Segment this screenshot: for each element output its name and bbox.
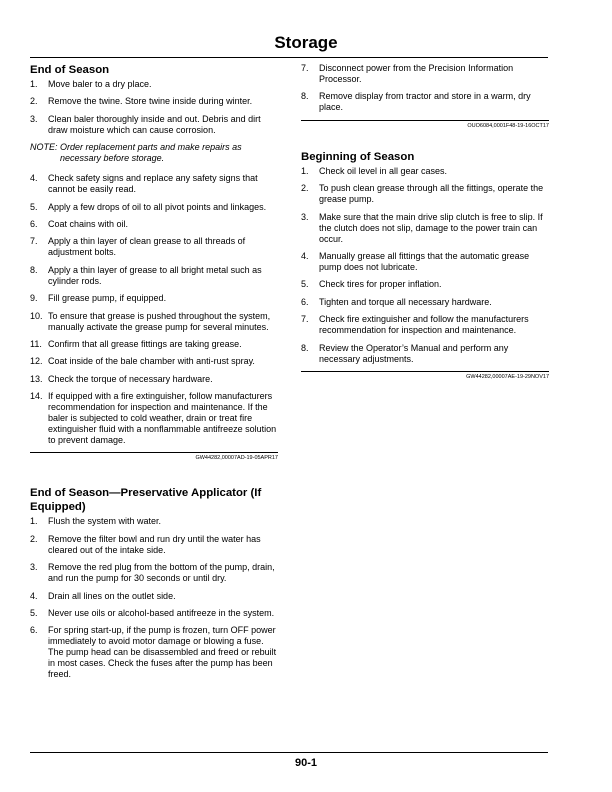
item-text: Apply a thin layer of clean grease to all threads of adjustment bolts. [48,236,246,258]
item-number: 1. [30,79,38,89]
list-item [301,343,549,365]
item-text: Remove the red plug from the bottom of the pump, drain, and run the pump for 30 seconds or until dry. [48,562,275,584]
item-text: To push clean grease through all the fittings, operate the grease pump. [319,183,544,205]
item-text: Check the torque of necessary hardware. [48,373,213,384]
item-text: Apply a thin layer of grease to all bright metal such as cylinder rods. [48,264,262,286]
item-number: 3. [30,113,38,124]
item-text: Check fire extinguisher and follow the manufacturers recommendation for inspection and maintenance. [319,314,529,336]
list-item [30,374,278,385]
item-text: To ensure that grease is pushed throughout the system, manually activate the grease pump for several minutes. [48,310,271,332]
end-of-season-list-b [30,173,278,446]
item-number: 2. [30,533,38,544]
item-text: Remove display from tractor and store in a warm, dry place. [319,91,531,113]
item-text: Flush the system with water. [48,516,162,527]
item-number: 1. [301,165,309,176]
list-item [301,251,549,273]
page-title: Storage [274,33,338,52]
end-of-season-list-a [30,79,278,136]
item-text: Coat chains with oil. [48,218,129,229]
list-item [30,96,278,107]
beginning-of-season-heading: Beginning of Season [301,150,415,163]
storage-note [30,142,278,164]
item-number: 4. [30,590,38,601]
item-text: Coat inside of the bale chamber with anti-rust spray. [48,356,255,367]
beginning-of-season-list [301,166,549,365]
item-text: Check safety signs and replace any safety signs that cannot be easily read. [48,173,258,195]
item-number: 6. [30,625,38,636]
page-number: 90-1 [294,757,318,769]
list-item [30,311,278,333]
preservative-section [30,486,278,680]
item-number: 8. [301,91,309,102]
item-text: Remove the filter bowl and run dry until the water has cleared out of the intake side. [48,533,261,555]
item-number: 6. [301,296,309,307]
item-number: 11. [30,338,42,349]
item-text: Fill grease pump, if equipped. [48,293,167,304]
item-number: 2. [30,96,38,107]
item-text: Manually grease all fittings that the automatic grease pump does not lubricate. [319,250,530,272]
reference-code: OUO6084,0001F48-19-16OCT17 [467,122,549,129]
item-text: Confirm that all grease fittings are taking grease. [48,338,242,349]
list-item [30,391,278,446]
list-item [30,236,278,258]
section-end-rule [301,120,549,121]
item-number: 7. [30,236,38,247]
item-text: Drain all lines on the outlet side. [48,590,176,601]
list-item [30,79,278,90]
item-number: 9. [30,293,38,304]
item-number: 4. [30,173,38,184]
list-item [30,608,278,619]
list-item [301,297,549,308]
item-number: 3. [301,211,309,222]
item-text: Apply a few drops of oil to all pivot points and linkages. [48,201,267,212]
list-item [301,166,549,177]
list-item [30,293,278,304]
item-text: Review the Operator’s Manual and perform any necessary adjustments. [319,342,509,364]
item-text: Tighten and torque all necessary hardware. [319,296,492,307]
item-number: 10. [30,310,43,321]
list-item [30,265,278,287]
item-text: Disconnect power from the Precision Information Processor. [319,63,514,84]
item-number: 6. [30,218,38,229]
footer-rule [30,752,548,753]
item-text: If equipped with a fire extinguisher, follow manufacturers recommendation for inspection and maintenance. If the baler is subjected to cold weather, drain or treat fire extinguisher fluid with a nonflammable antifreeze solution to prevent damage. [48,391,277,446]
beginning-of-season-section [301,150,549,381]
section-end-rule [301,371,549,372]
item-text: Clean baler thoroughly inside and out. Debris and dirt draw moisture which can cause corrosion. [48,113,261,135]
item-number: 8. [30,264,38,275]
left-column [30,63,278,687]
item-number: 7. [301,314,309,325]
item-number: 8. [301,342,309,353]
title-rule [30,57,548,58]
item-text: Remove the twine. Store twine inside during winter. [48,96,253,107]
preservative-heading: End of Season—Preservative Applicator (If Equipped) [30,487,262,514]
item-number: 5. [30,201,38,212]
item-number: 5. [301,279,309,290]
item-text: Move baler to a dry place. [48,79,152,89]
item-number: 5. [30,608,38,619]
item-number: 14. [30,391,43,402]
reference-code: GW44282,00007AD-19-05APR17 [195,455,278,462]
section-end-rule [30,452,278,453]
list-item [30,516,278,527]
item-text: For spring start-up, if the pump is frozen, turn OFF power immediately to avoid motor damage or blowing a fuse. The pump head can be disassembled and freed or rebuilt in most cases. Check the fuses after the pump has been freed. [48,625,277,680]
list-item [301,212,549,245]
list-item [301,91,549,113]
item-text: Check oil level in all gear cases. [319,165,448,176]
list-item [30,562,278,584]
note-label: NOTE: [30,142,58,153]
item-number: 13. [30,373,43,384]
list-item [30,625,278,680]
list-item [30,114,278,136]
list-item [301,63,549,85]
end-of-season-section [30,63,278,462]
item-text: Check tires for proper inflation. [319,279,442,290]
end-of-season-heading: End of Season [30,64,110,76]
list-item [301,183,549,205]
continued-section [301,63,549,130]
preservative-list [30,516,278,680]
list-item [301,279,549,290]
item-text: Never use oils or alcohol-based antifreeze in the system. [48,608,275,619]
list-item [30,339,278,350]
list-item [30,173,278,195]
item-number: 12. [30,356,43,367]
right-column [301,63,549,381]
list-item [30,356,278,367]
list-item [301,314,549,336]
item-number: 2. [301,183,309,194]
list-item [30,219,278,230]
reference-code: GW44282,00007AE-19-29NOV17 [466,373,549,380]
continued-list [301,63,549,113]
item-number: 7. [301,63,309,73]
note-text: Order replacement parts and make repairs as necessary before storage. [60,142,242,164]
item-number: 1. [30,516,38,527]
item-number: 3. [30,562,38,573]
list-item [30,591,278,602]
list-item [30,534,278,556]
item-number: 4. [301,250,309,261]
item-text: Make sure that the main drive slip clutch is free to slip. If the clutch does not slip, damage to the power train can occur. [319,211,543,244]
list-item [30,202,278,213]
